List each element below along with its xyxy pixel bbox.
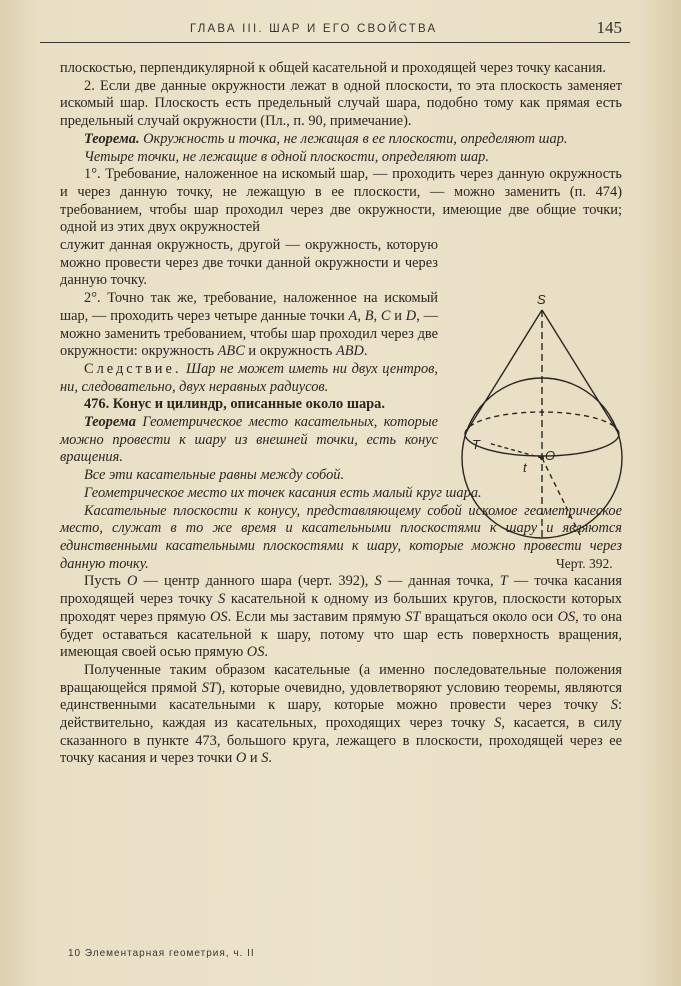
- paragraph-2: 2. Если две данные окружности лежат в одной плоскости, то эта плоскость заменяет искомый шар. Плоскость есть предельный случай шара, подобно тому как прямая есть предельный случай окружности (Пл., п. 90, примечание).: [60, 77, 622, 130]
- symbol-s: S: [494, 715, 502, 732]
- text-run: — центр данного шара (черт. 392),: [137, 573, 375, 590]
- paragraph-1-degree: 1°. Требование, наложенное на искомый шар, — проходить через данную окружность и через данную точку, не лежащую в ее плоскости, — можно заменить (п. 474) требованием, чтобы шар проходил через две окружности, имеющие две общие точки; одной из этих двух окружностей: [60, 166, 622, 236]
- circle-abc: ABC: [217, 343, 245, 360]
- theorem-5: Геометрическое место их точек касания есть малый круг шара.: [84, 484, 482, 501]
- text-run: , то она будет оставаться касательной к шару, потому что шар есть поверхность вращения, имеющая своей осью прямую: [60, 608, 623, 661]
- label-t-upper: T: [472, 437, 480, 452]
- symbol-os: OS: [557, 608, 576, 625]
- label-t-lower: t: [523, 460, 527, 475]
- paragraph-2-degree: [60, 290, 438, 361]
- text-run: вращаться около оси: [420, 608, 558, 625]
- theorem-label: Теорема: [84, 414, 136, 431]
- symbol-st: ST: [405, 608, 421, 625]
- radius-ot: [488, 443, 542, 458]
- corollary: [60, 361, 438, 396]
- symbol-s: S: [374, 573, 382, 590]
- circle-abd: ABD: [335, 343, 364, 360]
- theorem-text: Окружность и точка, не лежащая в ее плоскости, определяют шар.: [139, 130, 568, 147]
- theorem-6: Касательные плоскости к конусу, представляющему собой искомое геометрическое место, служат в то же время и касательными плоскостями к шару и являются единственными касательными плоскостями к шару, которые можно провести через данную точку.: [60, 502, 622, 572]
- symbol-s: S: [218, 591, 226, 608]
- theorem-text: Геометрическое место касательных, которые можно провести к шару из внешней точки, есть конус вращения.: [60, 414, 438, 466]
- symbol-t: T: [499, 573, 508, 590]
- theorem-2: Четыре точки, не лежащие в одной плоскости, определяют шар.: [84, 148, 489, 165]
- symbol-o: O: [235, 750, 247, 767]
- text-run: Пусть: [84, 573, 127, 590]
- chapter-title: ГЛАВА III. ШАР И ЕГО СВОЙСТВА: [190, 23, 438, 35]
- theorem-label: Теорема.: [84, 130, 140, 147]
- page-number: 145: [596, 18, 622, 37]
- text-run: , касается, в силу сказанного в пункте 473, большого круга, лежащего в плоскости, проходящей через ее точку касания и через точки: [60, 715, 623, 767]
- text-run: 2°. Точно так же, требование, наложенное на искомый шар, — проходить через четыре данные точки: [60, 290, 438, 324]
- figure-caption: Черт. 392.: [556, 556, 613, 571]
- theorem-4: Все эти касательные равны между собой.: [84, 467, 345, 484]
- paragraph-1-degree-cont: служит данная окружность, другой — окружность, которую можно провести через две точки данной окружности и через данную точку.: [60, 237, 438, 289]
- proof-paragraph-2: [60, 662, 622, 768]
- text-run: .: [268, 750, 273, 767]
- text-run: , — можно заменить требованием, чтобы шар проходил через две окружности: окружность: [60, 307, 438, 360]
- symbol-os: OS: [210, 608, 228, 625]
- symbol-s: S: [610, 697, 618, 714]
- center-point: [540, 456, 544, 460]
- text-run: Полученные таким образом касательные (а именно последовательные положения вращающейся прямой: [60, 661, 622, 696]
- theorem-3: [60, 414, 438, 467]
- text-run: : действительно, каждая из касательных, проходящих через точку: [60, 697, 622, 732]
- symbol-s: S: [261, 750, 269, 767]
- figure-392: [448, 288, 638, 588]
- cone-right-generator: [542, 310, 619, 434]
- symbol-o: O: [126, 573, 138, 590]
- text-run: — точка касания проходящей через точку: [60, 573, 622, 608]
- signature-footer: 10 Элементарная геометрия, ч. II: [68, 948, 255, 959]
- symbol-st: ST: [201, 679, 217, 696]
- label-o: O: [545, 448, 556, 463]
- corollary-label: Следствие.: [84, 360, 182, 377]
- text-run: и окружность: [244, 343, 336, 360]
- text-run: и: [246, 750, 262, 767]
- radius-lower: [542, 458, 580, 535]
- corollary-text: Шар не может иметь ни двух центров, ни, следовательно, двух неравных радиусов.: [60, 360, 438, 395]
- symbol-os: OS: [246, 644, 265, 661]
- text-run: и: [390, 307, 406, 324]
- text-run: — данная точка,: [381, 573, 500, 590]
- points-abc: A, B, C: [348, 307, 391, 324]
- paragraph-continued: плоскостью, перпендикулярной к общей касательной и проходящей через точку касания.: [60, 60, 606, 76]
- label-s: S: [537, 292, 546, 307]
- text-run: .: [363, 343, 368, 360]
- section-476-heading: 476. Конус и цилиндр, описанные около шара.: [84, 396, 385, 413]
- cone-sphere-diagram: [448, 288, 638, 553]
- text-run: ), которые очевидно, удовлетворяют условию теоремы, являются единственными касательными к шару, которые можно провести через точку: [60, 679, 622, 714]
- text-run: .: [264, 644, 268, 661]
- point-d: D: [405, 307, 417, 324]
- text-run: касательной к одному из больших кругов, плоскости которых проходят через прямую: [60, 591, 622, 625]
- running-header: [40, 18, 630, 43]
- theorem-1: [60, 131, 622, 149]
- text-run: . Если мы заставим прямую: [227, 608, 406, 625]
